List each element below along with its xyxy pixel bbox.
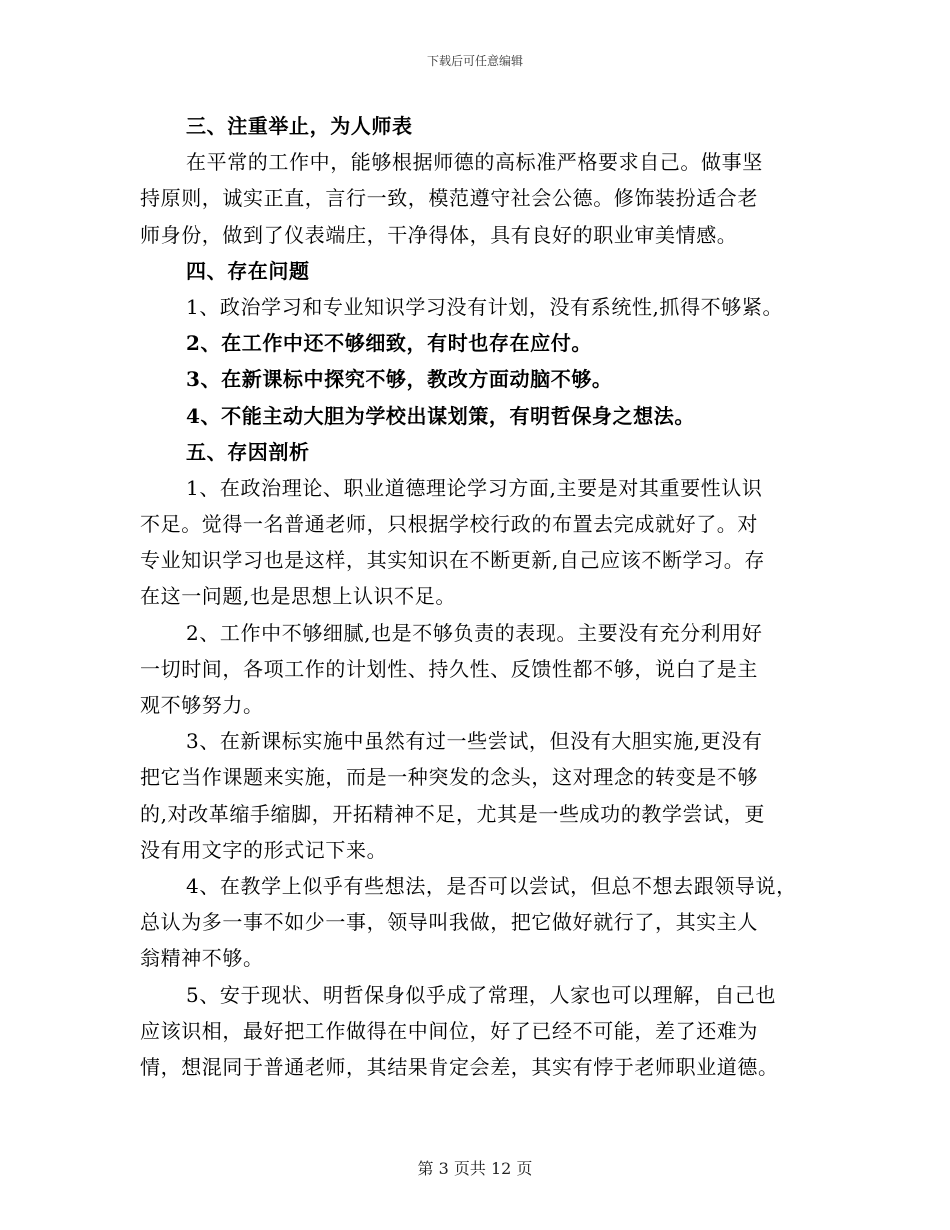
paragraph-line: 5、安于现状、明哲保身似乎成了常理，人家也可以理解，自己也 bbox=[186, 982, 777, 1007]
section-heading-4: 四、存在问题 bbox=[186, 258, 310, 283]
list-item-problem-4: 4、不能主动大胆为学校出谋划策，有明哲保身之想法。 bbox=[186, 403, 695, 428]
paragraph-line: 3、在新课标实施中虽然有过一些尝试，但没有大胆实施,更没有 bbox=[186, 729, 763, 754]
paragraph-line: 情，想混同于普通老师，其结果肯定会差，其实有悖于老师职业道德。 bbox=[140, 1054, 779, 1079]
paragraph-line: 的,对改革缩手缩脚，开拓精神不足，尤其是一些成功的教学尝试，更 bbox=[140, 801, 765, 826]
list-item-problem-2: 2、在工作中还不够细致，有时也存在应付。 bbox=[186, 331, 592, 356]
paragraph-line: 观不够努力。 bbox=[140, 693, 264, 717]
section-heading-5: 五、存因剖析 bbox=[186, 439, 310, 464]
paragraph-line: 4、在教学上似乎有些想法，是否可以尝试，但总不想去跟领导说， bbox=[186, 873, 797, 898]
section-heading-3: 三、注重举止，为人师表 bbox=[186, 114, 413, 138]
paragraph-line: 一切时间，各项工作的计划性、持久性、反馈性都不够，说白了是主 bbox=[140, 656, 758, 681]
paragraph-line: 总认为多一事不如少一事，领导叫我做，把它做好就行了，其实主人 bbox=[140, 910, 758, 935]
list-item-problem-1: 1、政治学习和专业知识学习没有计划，没有系统性,抓得不够紧。 bbox=[186, 294, 784, 319]
paragraph-line: 在这一问题,也是思想上认识不足。 bbox=[140, 584, 456, 609]
list-item-problem-3: 3、在新课标中探究不够，教改方面动脑不够。 bbox=[186, 367, 613, 392]
document-body bbox=[140, 108, 812, 1085]
paragraph-line: 翁精神不够。 bbox=[140, 946, 264, 971]
paragraph-line: 专业知识学习也是这样，其实知识在不断更新,自己应该不断学习。存 bbox=[140, 548, 765, 573]
page-footer: 第 3 页共 12 页 bbox=[417, 1159, 533, 1178]
paragraph-line: 把它当作课题来实施，而是一种突发的念头，这对理念的转变是不够 bbox=[140, 765, 758, 790]
paragraph-line: 不足。觉得一名普通老师，只根据学校行政的布置去完成就好了。对 bbox=[140, 512, 758, 537]
paragraph-line: 持原则，诚实正直，言行一致，模范遵守社会公德。修饰装扮适合老 bbox=[140, 186, 758, 211]
paragraph-line: 没有用文字的形式记下来。 bbox=[140, 837, 388, 862]
page-header: 下载后可任意编辑 bbox=[426, 54, 523, 68]
paragraph-line: 2、工作中不够细腻,也是不够负责的表现。主要没有充分利用好 bbox=[186, 620, 763, 645]
paragraph-line: 师身份，做到了仪表端庄，干净得体，具有良好的职业审美情感。 bbox=[140, 222, 738, 247]
paragraph-line: 应该识相，最好把工作做得在中间位，好了已经不可能，差了还难为 bbox=[140, 1018, 758, 1043]
paragraph-line: 在平常的工作中，能够根据师德的高标准严格要求自己。做事坚 bbox=[186, 150, 763, 175]
paragraph-line: 1、在政治理论、职业道德理论学习方面,主要是对其重要性认识 bbox=[186, 475, 763, 500]
